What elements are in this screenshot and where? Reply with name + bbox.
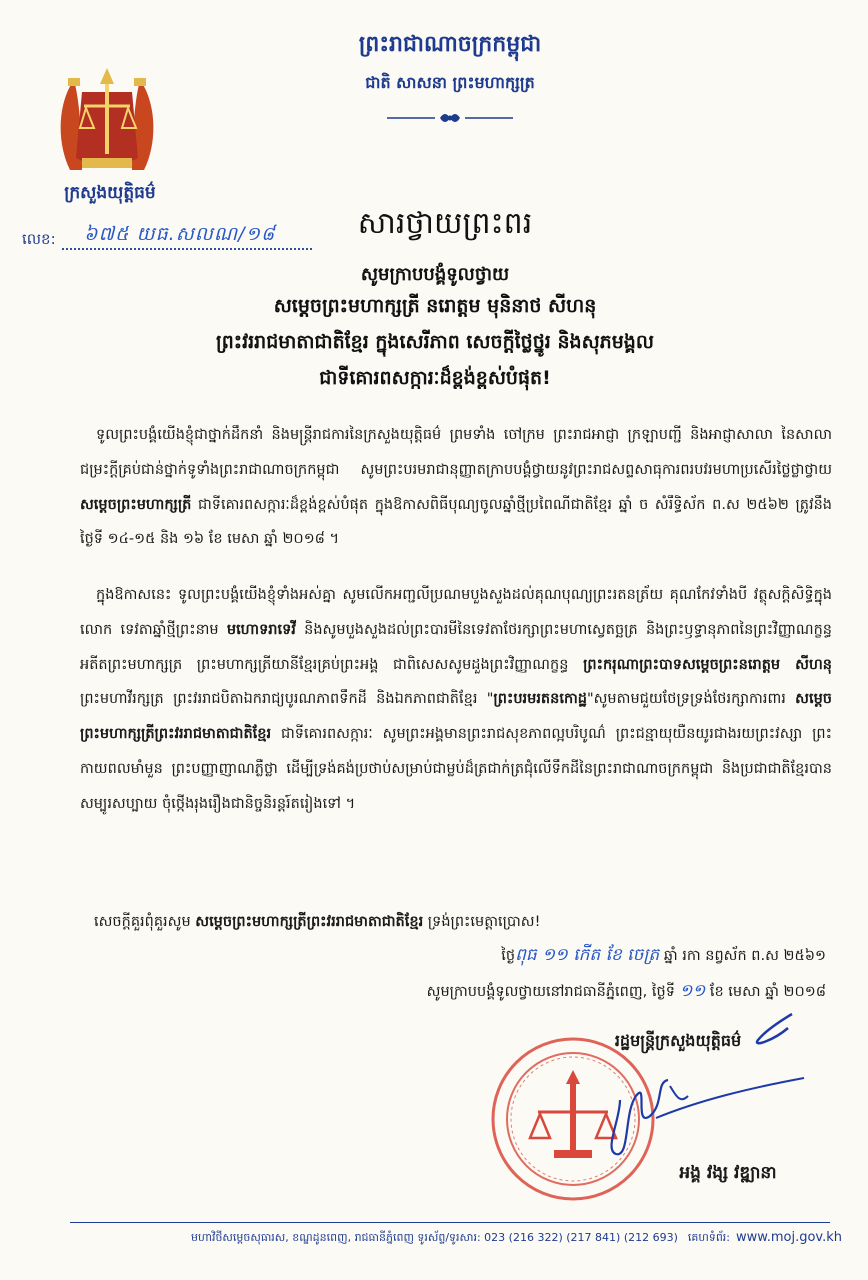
- signatory-name: អង្គ វង្ស វឌ្ឍានា: [679, 1163, 777, 1183]
- footer-address: មហាវិថីសម្តេចសុធារស, ខណ្ឌដូនពេញ, រាជធានីភ្នំពេញ ទូរស័ព្ទ/ទូរសារ: 023 (216 322) (217 841) (212 693): [191, 1231, 678, 1244]
- body-paragraph-1: ទូលព្រះបង្គំយើងខ្ញុំជាថ្នាក់ដឹកនាំ និងមន្ត្រីរាជការនៃក្រសួងយុត្តិធម៌ ព្រមទាំង ចៅក្រម ព្រះរាជអាជ្ញា ក្រឡាបញ្ជី និងអាជ្ញាសាលា នៃសាលាជម្រះក្តីគ្រប់ជាន់ថ្នាក់ទូទាំងព្រះរាជាណាចក្រកម្ពុជា សូមព្រះបរមរាជានុញ្ញាតក្រាបបង្គំថ្វាយនូវព្រះរាជសព្ទសាធុការពរបវរមហាប្រសើរថ្លៃថ្លាថ្វាយ សម្តេចព្រះមហាក្សត្រី ជាទីគោរពសក្ការៈដ៏ខ្ពង់ខ្ពស់បំផុត ក្នុងឱកាសពិធីបុណ្យចូលឆ្នាំថ្មីប្រពៃណីជាតិខ្មែរ ឆ្នាំ ច សំរឹទ្ធិស័ក ព.ស ២៥៦២ ត្រូវនឹងថ្ងៃទី ១៤-១៥ និង ១៦ ខែ មេសា ឆ្នាំ ២០១៨ ។: [80, 427, 832, 548]
- salutation-line-4: ជាទីគោរពសក្ការៈដ៏ខ្ពង់ខ្ពស់បំផុត!: [319, 367, 551, 389]
- footer-divider: [70, 1222, 830, 1223]
- lunar-date: ថ្ងៃពុធ ១១ កើត ខែ ចេត្រ ឆ្នាំ រកា នព្វស័ក ព.ស ២៥៦១: [501, 945, 826, 965]
- kingdom-title: ព្រះរាជាណាចក្រកម្ពុជា: [358, 32, 542, 57]
- signatory-role: រដ្ឋមន្ត្រីក្រសួងយុត្តិធម៌: [614, 1031, 742, 1050]
- national-motto: ជាតិ សាសនា ព្រះមហាក្សត្រ: [365, 73, 535, 92]
- reference-value: ៦៧៥ យធ.សលណ/១៨: [84, 223, 276, 245]
- letter-title: សារថ្វាយព្រះពរ: [357, 206, 533, 241]
- salutation-line-1: សូមក្រាបបង្គំទូលថ្វាយ: [360, 264, 510, 285]
- reference-dotted-line: [62, 248, 312, 250]
- solar-date: សូមក្រាបបង្គំទូលថ្វាយនៅរាជធានីភ្នំពេញ, ថ្ងៃទី ១១ ខែ មេសា ឆ្នាំ ២០១៨: [426, 981, 826, 1001]
- footer-website: www.moj.gov.kh: [736, 1230, 842, 1245]
- ornament-divider-icon: [385, 108, 515, 128]
- salutation-line-3: ព្រះវររាជមាតាជាតិខ្មែរ ក្នុងសេរីភាព សេចក្តីថ្លៃថ្នូរ និងសុភមង្គល: [216, 331, 654, 353]
- closing-paragraph: សេចក្តីគួរពុំគួរសូម សម្តេចព្រះមហាក្សត្រីព្រះវររាជមាតាជាតិខ្មែរ ទ្រង់ព្រះមេត្តាប្រោស!: [94, 914, 541, 930]
- handwritten-signature-icon: [560, 1000, 820, 1160]
- ministry-name: ក្រសួងយុត្តិធម៌: [64, 183, 156, 203]
- footer-contact: [62, 1230, 842, 1247]
- ministry-emblem-icon: [52, 62, 162, 180]
- reference-number: [22, 222, 312, 256]
- salutation-line-2: សម្តេចព្រះមហាក្សត្រី នរោត្តម មុនិនាថ សីហនុ: [273, 295, 597, 317]
- footer-website-label: គេហទំព័រ:: [687, 1231, 730, 1244]
- reference-label: លេខ:: [22, 230, 56, 248]
- body-paragraph-2: ក្នុងឱកាសនេះ ទូលព្រះបង្គំយើងខ្ញុំទាំងអស់គ្នា សូមលើកអញ្ជលីប្រណមបួងសួងដល់គុណបុណ្យព្រះរតនត្រ័យ គុណកែវទាំងបី វត្ថុសក្តិសិទ្ធិក្នុងលោក ទេវតាឆ្នាំថ្មីព្រះនាម មហោទរាទេវី និងសូមបួងសួងដល់ព្រះបារមីនៃទេវតាថែរក្សាព្រះមហាស្វេតច្ឆត្រ និងព្រះឫទ្ធានុភាពនៃព្រះវិញ្ញាណក្ខន្ធអតីតព្រះមហាក្សត្រ ព្រះមហាក្សត្រីយានីខ្មែរគ្រប់ព្រះអង្គ ជាពិសេសសូមដួងព្រះវិញ្ញាណក្ខន្ធ ព្រះករុណាព្រះបាទសម្តេចព្រះនរោត្តម សីហនុ ព្រះមហាវីរក្សត្រ ព្រះវររាជបិតាឯករាជ្យបូរណភាពទឹកដី និងឯកភាពជាតិខ្មែរ "ព្រះបរមរតនកោដ្ឋ"សូមតាមជួយថែទ្រទ្រង់ថែរក្សាការពារ សម្តេចព្រះមហាក្សត្រីព្រះវររាជមាតាជាតិខ្មែរ ជាទីគោរពសក្ការៈ សូមព្រះអង្គមានព្រះរាជសុខភាពល្អបរិបូណ៌ ព្រះជន្មាយុយឺនយូរជាងរយព្រះវស្សា ព្រះកាយពលមាំមួន ព្រះបញ្ញាញាណភ្លឺថ្លា ដើម្បីទ្រង់គង់ប្រថាប់សម្រាប់ជាម្លប់ដ៏ត្រជាក់ត្រជុំលើទឹកដីនៃព្រះរាជាណាចក្រកម្ពុជា និងប្រជាជាតិខ្មែរបានសម្បូរសប្បាយ ចុំថ្កើងរុងរឿងជានិច្ចនិរន្តរ៍តរៀងទៅ ។: [80, 587, 833, 812]
